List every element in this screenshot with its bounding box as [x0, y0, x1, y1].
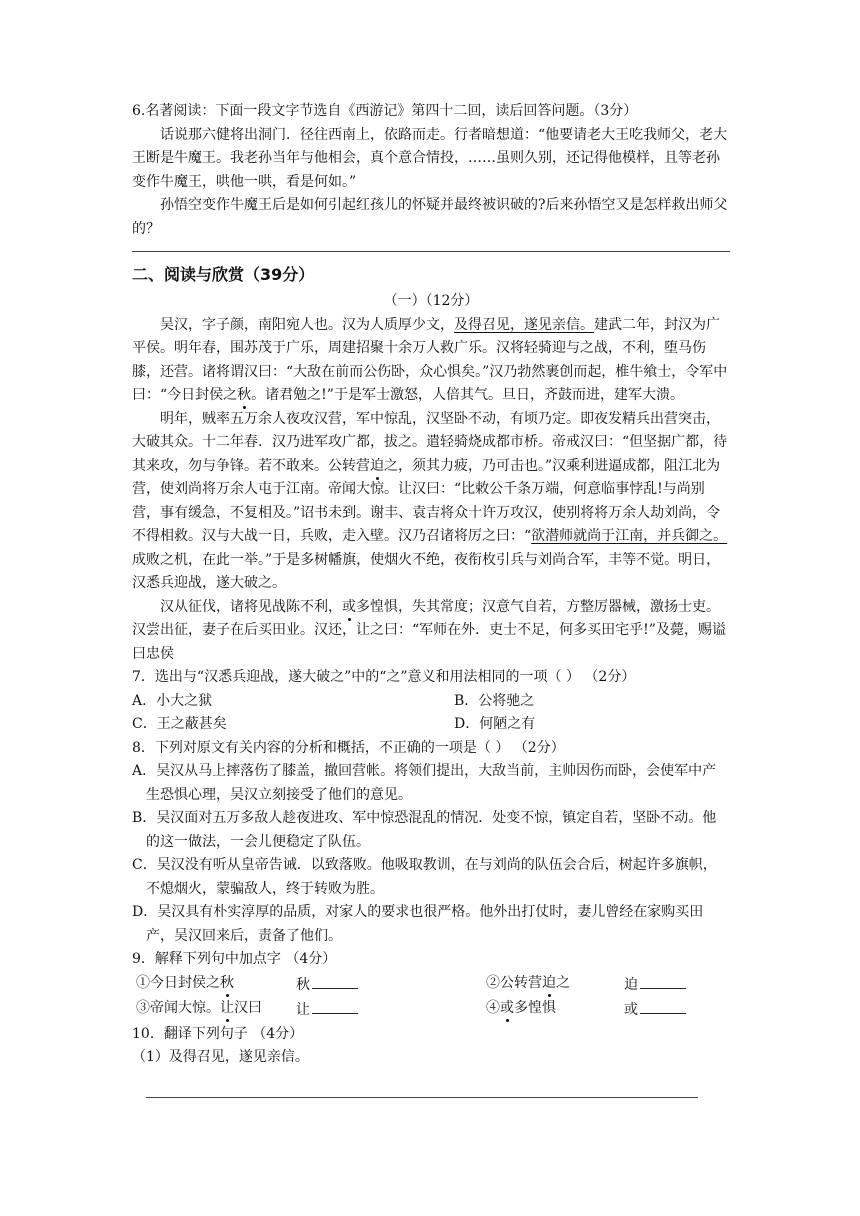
q9-item-4 — [486, 997, 624, 1023]
q9-answer-1 — [296, 972, 486, 998]
q8-option-b: B．吴汉面对五万多敌人趁夜进攻、军中惊恐混乱的情况．处变不惊，镇定自若，坚卧不动。他的这一做法，一会儿便稳定了队伍。 — [132, 810, 717, 850]
dotted-char: 让 — [220, 1000, 234, 1016]
q9-item-3 — [132, 997, 296, 1023]
q7-stem: 7．选出与“汉悉兵迎战，遂大破之”中的“之”意义和用法相同的一项（ ） （2分） — [132, 669, 636, 685]
passage-paragraph-1 — [132, 314, 730, 408]
q8-stem: 8．下列对原文有关内容的分析和概括，不正确的一项是（ ） （2分） — [132, 739, 565, 756]
q7-option-c: C．王之蔽甚矣 — [132, 716, 227, 732]
q6-passage: 话说那六健将出洞门．径往西南上，依路而走。行者暗想道：“他要请老大王吃我师父，老大王断是牛魔王。我老孙当年与他相会，真个意合情投，……虽则久别，还记得他模样，且等老孙变作牛魔王，哄他一哄，看是何如。” — [132, 126, 728, 190]
q9-stem: 9．解释下列句中加点字 （4分） — [132, 951, 337, 967]
passage-paragraph-2 — [132, 408, 730, 596]
underlined-sentence: 及得召见，遂见亲信。 — [454, 316, 594, 333]
q9-item-text: ①今日封侯之 — [136, 974, 220, 991]
q8-option-a: A．吴汉从马上摔落伤了膝盖，撤回营帐。将领们提出，大敌当前，主帅因伤而卧，会使军中产生恐惧心理，吴汉立刻接受了他们的意见。 — [132, 763, 717, 803]
q7-option-d: D．何陋之有 — [454, 716, 536, 732]
q7-option-b: B．公将驰之 — [454, 692, 535, 709]
passage-paragraph-3 — [132, 596, 730, 667]
dotted-char: 秋 — [220, 974, 234, 991]
q10-sentence-1: （1）及得召见，遂见亲信。 — [132, 1049, 309, 1065]
q8-option-d: D．吴汉具有朴实淳厚的品质，对家人的要求也很严格。他外出打仗时，妻儿曾经在家购买田产，吴汉回来后，责备了他们。 — [132, 904, 704, 944]
exam-page — [132, 100, 730, 1070]
passage-text: 。诸君勉之!”于是军士激怒，人倍其气。旦日，齐鼓而进，建军大溃。 — [251, 387, 684, 403]
q9-answer-4 — [624, 997, 686, 1023]
q6-title: 6.名著阅读：下面一段文字节选自《西游记》第四十二回，读后回答问题。（3分） — [132, 103, 638, 119]
dotted-char: 秋 — [237, 387, 252, 403]
q9-answer-label: 或 — [624, 1002, 638, 1018]
underlined-sentence: 欲潜师就尚于江南，并兵御之。 — [531, 528, 728, 544]
passage-text: 多惶惧，失其常度；汉意气自若，方整厉器械，激扬士吏。汉尝出征，妻子在后买田业。汉还，让之曰：“军师在外．吏士不足，何多买田宅乎!”及薨，赐谥曰忠侯 — [132, 598, 726, 662]
q9-answer-2 — [624, 972, 686, 998]
answer-blank[interactable] — [640, 972, 686, 989]
answer-line[interactable] — [146, 1097, 698, 1098]
q9-answer-label: 让 — [296, 1002, 310, 1018]
answer-blank[interactable] — [640, 997, 686, 1014]
section-heading: 二、阅读与欣赏（39分） — [132, 265, 315, 284]
q8-option-c: C．吴汉没有听从皇帝告诫．以致落败。他吸取教训，在与刘尚的队伍会合后，树起许多旗帜，不熄烟火，蒙骗敌人，终于转败为胜。 — [132, 857, 717, 897]
passage-text: 建武二年，封汉为广平侯。明年春，围苏茂于广乐，周建招聚十余万人救广乐。汉将轻骑迎与之战，不利，堕马伤膝，还营。诸将谓汉曰：“大敌在前而公伤卧，众心惧矣。”汉乃勃然裹创而起，椎牛飨士，令军中曰：“今日封侯之 — [132, 316, 728, 403]
q9-item-2 — [486, 972, 624, 998]
passage-text: 明年，贼率五万余人夜攻汉营，军中惊乱，汉坚卧不动，有顷乃定。即夜发精兵出营突击，大破其众。十二年春．汉乃进军攻广都，拔之。遣轻骑烧成都市桥。帝戒汉曰：“但坚据广都，待其来攻，勿与争锋。若不敢来。公转营 — [132, 410, 728, 474]
q9-answer-label: 迫 — [624, 976, 638, 993]
q9-item-text: 汉曰 — [234, 1000, 262, 1016]
q9-answer-3 — [296, 997, 486, 1023]
q6-question: 孙悟空变作牛魔王后是如何引起红孩儿的怀疑并最终被识破的?后来孙悟空又是怎样救出师父的？ — [132, 197, 728, 237]
q9-item-text: ②公转营 — [486, 974, 542, 991]
q7-options-row — [132, 690, 730, 714]
answer-blank[interactable] — [312, 972, 358, 989]
answer-blank[interactable] — [312, 997, 358, 1014]
q7-options-row — [132, 713, 730, 737]
passage-text: 成败之机，在此一举。”于是多树幡旗，使烟火不绝，夜衔枚引兵与刘尚合军，丰等不觉。明日，汉悉兵迎战，遂大破之。 — [132, 551, 721, 591]
q9-answer-label: 秋 — [296, 976, 310, 993]
answer-line — [132, 251, 730, 252]
passage-text: 之，须其力疲，乃可击也。”汉乘利进逼成都，阻江北为营，使刘尚将万余人屯于江南。帝闻大惊。让汉曰：“比敕公千条万端，何意临事悖乱!与尚别营，事有缓急，不复相及。”诏书未到。谢丰、袁吉将众十许万攻汉，使别将将万余人劫刘尚，令不得相救。汉与大战一日，兵败，走入壁。汉乃召诸将厉之曰：“ — [132, 457, 721, 544]
q9-row — [132, 997, 730, 1023]
subsection-heading: （一）（12分） — [383, 293, 479, 309]
dotted-char: 或 — [500, 1000, 514, 1016]
q9-row — [132, 972, 730, 998]
q9-item-1 — [132, 972, 296, 998]
q9-item-text: 之 — [556, 974, 570, 991]
dotted-char: 迫 — [542, 974, 556, 991]
q9-item-text: ④ — [486, 1000, 500, 1016]
dotted-char: 迫 — [370, 457, 384, 474]
q10-stem: 10．翻译下列句子 （4分） — [132, 1025, 304, 1042]
passage-text: 汉从征伐，诸将见战陈不利， — [160, 598, 342, 615]
dotted-char: 或 — [342, 598, 356, 615]
q9-item-text: 多惶惧 — [514, 1000, 556, 1016]
q7-option-a: A．小大之狱 — [132, 692, 213, 709]
passage-text: 吴汉，字子颜，南阳宛人也。汉为人质厚少文， — [160, 316, 454, 333]
q9-item-text: ③帝闻大惊。 — [136, 1000, 220, 1016]
